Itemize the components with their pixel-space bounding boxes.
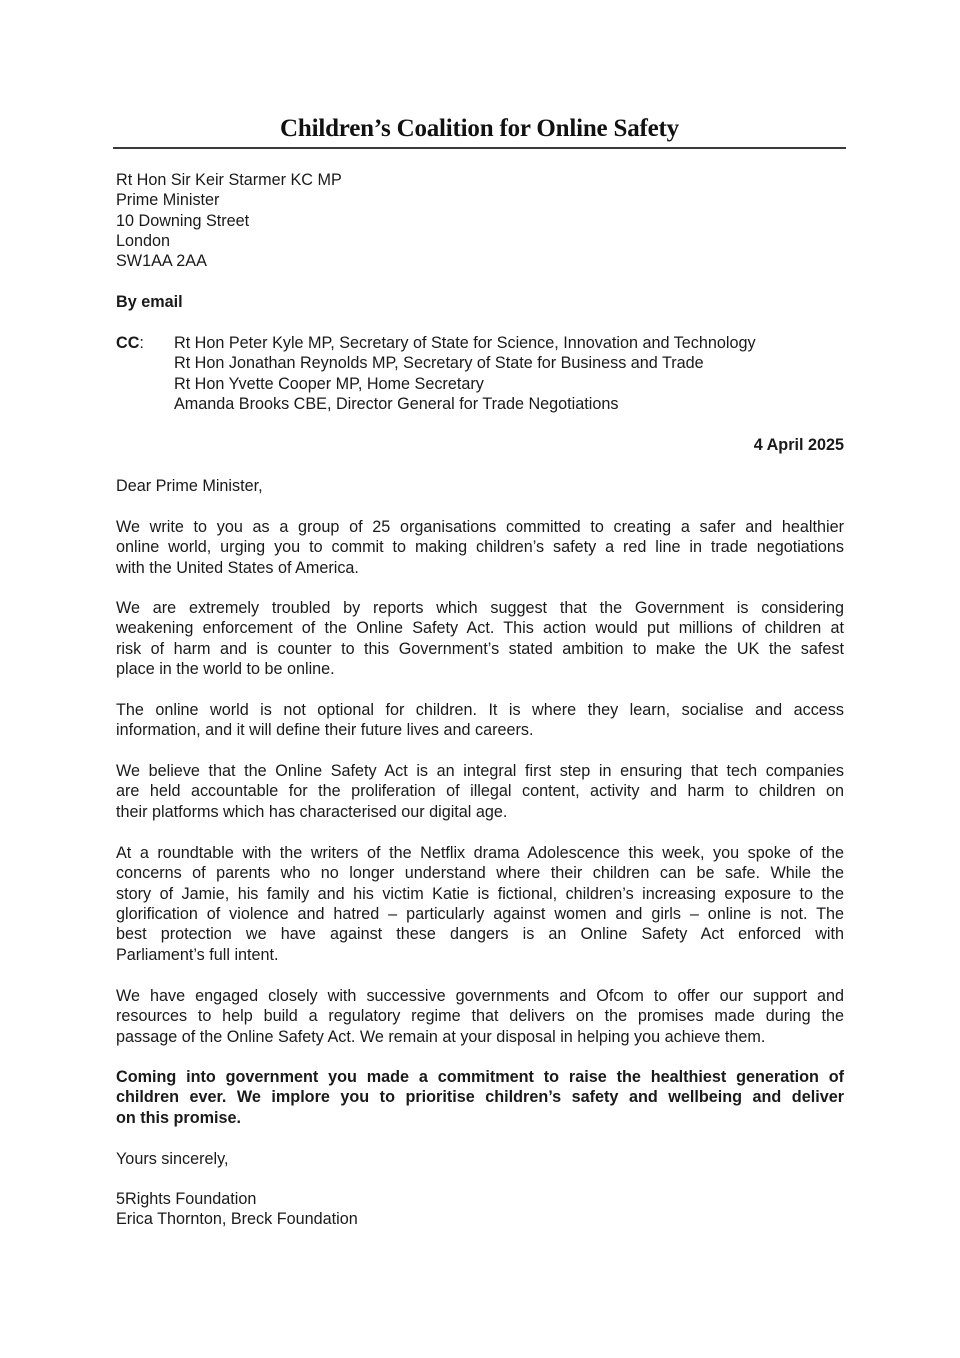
cc-label-colon: :	[139, 334, 144, 352]
paragraph-line: concerns of parents who no longer understand where their children can be safe. While the	[116, 864, 844, 883]
paragraph-line: We have engaged closely with successive governments and Ofcom to offer our support and	[116, 987, 844, 1005]
cc-label-text: CC	[116, 334, 140, 352]
paragraph-line: Coming into government you made a commitment to raise the healthiest generation of	[116, 1068, 844, 1086]
paragraph-line: passage of the Online Safety Act. We remain at your disposal in helping you achieve them.	[116, 1027, 766, 1046]
body-paragraph	[116, 598, 844, 679]
delivery-method: By email	[116, 293, 183, 311]
paragraph-line: resources to help build a regulatory regime that delivers on the promises made during the	[116, 1007, 844, 1026]
recipient-name: Rt Hon Sir Keir Starmer KC MP	[116, 171, 342, 189]
letter-date: 4 April 2025	[753, 436, 844, 454]
paragraph-line: The online world is not optional for children. It is where they learn, socialise and access	[116, 701, 844, 719]
cc-recipient: Rt Hon Yvette Cooper MP, Home Secretary	[174, 374, 484, 393]
paragraph-line: We write to you as a group of 25 organisations committed to creating a safer and healthier	[116, 518, 844, 536]
valediction: Yours sincerely,	[116, 1150, 229, 1168]
paragraph-line: At a roundtable with the writers of the Netflix drama Adolescence this week, you spoke of the	[116, 844, 844, 862]
cc-recipient-list	[174, 333, 756, 414]
cc-recipient: Amanda Brooks CBE, Director General for Trade Negotiations	[174, 395, 619, 414]
signatory: 5Rights Foundation	[116, 1190, 257, 1208]
body-paragraph	[116, 986, 844, 1047]
paragraph-line: are held accountable for the proliferation of illegal content, activity and harm to children on	[116, 782, 844, 801]
letterhead-title: Children’s Coalition for Online Safety	[280, 115, 679, 142]
cc-recipient: Rt Hon Peter Kyle MP, Secretary of State for Science, Innovation and Technology	[174, 334, 756, 352]
recipient-postcode: SW1AA 2AA	[116, 252, 207, 271]
salutation: Dear Prime Minister,	[116, 477, 263, 495]
cc-label	[116, 333, 144, 353]
closing-appeal-paragraph	[116, 1067, 844, 1128]
paragraph-line: on this promise.	[116, 1108, 242, 1127]
cc-recipient: Rt Hon Jonathan Reynolds MP, Secretary of State for Business and Trade	[174, 354, 704, 373]
paragraph-line: We believe that the Online Safety Act is an integral first step in ensuring that tech companies	[116, 762, 844, 780]
paragraph-line: Parliament’s full intent.	[116, 945, 279, 964]
body-paragraph	[116, 700, 844, 741]
body-paragraph	[116, 517, 844, 578]
signatory: Erica Thornton, Breck Foundation	[116, 1210, 358, 1229]
paragraph-line: online world, urging you to commit to making children’s safety a red line in trade negotiations	[116, 538, 844, 557]
body-paragraph	[116, 761, 844, 822]
paragraph-line: We are extremely troubled by reports which suggest that the Government is considering	[116, 599, 844, 617]
paragraph-line: risk of harm and is counter to this Government’s stated ambition to make the UK the safest	[116, 639, 844, 658]
body-paragraph	[116, 843, 844, 965]
letterhead-divider	[113, 147, 846, 149]
paragraph-line: with the United States of America.	[116, 558, 359, 577]
paragraph-line: glorification of violence and hatred – particularly against women and girls – online is not. The	[116, 905, 844, 924]
recipient-title: Prime Minister	[116, 191, 220, 210]
recipient-street: 10 Downing Street	[116, 211, 250, 230]
paragraph-line: weakening enforcement of the Online Safety Act. This action would put millions of children at	[116, 619, 844, 638]
paragraph-line: information, and it will define their future lives and careers.	[116, 721, 534, 740]
paragraph-line: their platforms which has characterised our digital age.	[116, 802, 508, 821]
paragraph-line: best protection we have against these dangers is an Online Safety Act enforced with	[116, 925, 844, 944]
paragraph-line: story of Jamie, his family and his victim Katie is fictional, children’s increasing exposure to the	[116, 884, 844, 903]
signatory-list	[116, 1189, 844, 1230]
recipient-city: London	[116, 232, 171, 251]
paragraph-line: place in the world to be online.	[116, 660, 335, 679]
recipient-address	[116, 170, 844, 272]
paragraph-line: children ever. We implore you to prioritise children’s safety and wellbeing and deliver	[116, 1088, 844, 1107]
